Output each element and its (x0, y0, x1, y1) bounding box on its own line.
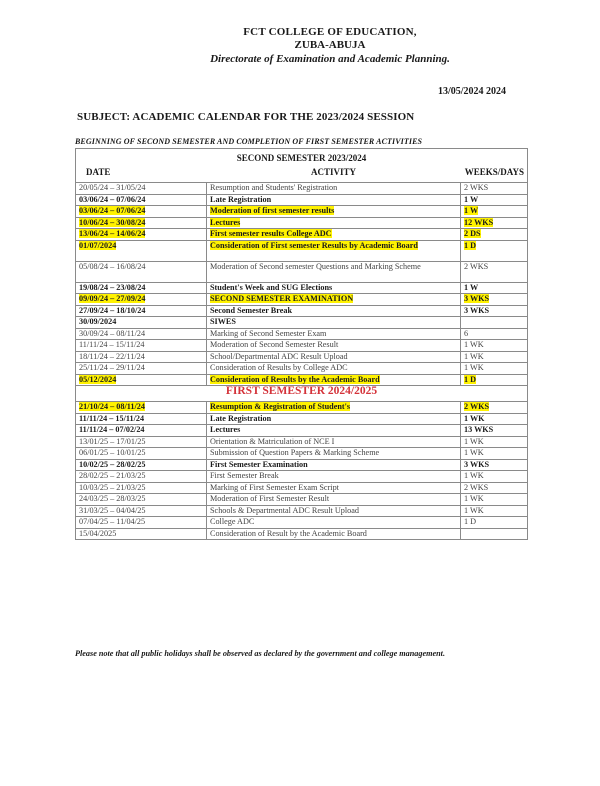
first-semester-title: FIRST SEMESTER 2024/2025 (76, 386, 528, 402)
date-cell-text: 13/06/24 – 14/06/24 (79, 229, 146, 238)
duration-cell-text: 1 WK (464, 363, 484, 372)
date-cell-text: 30/09/24 – 08/11/24 (79, 328, 146, 338)
date-cell (76, 363, 207, 375)
date-cell (76, 229, 207, 241)
activity-cell (207, 505, 461, 517)
duration-cell-text: 1 WK (464, 436, 484, 446)
column-header-date: DATE (76, 164, 207, 183)
duration-cell (461, 505, 528, 517)
activity-cell-text: Second Semester Break (210, 305, 293, 315)
date-cell (76, 482, 207, 494)
date-cell-text: 07/04/25 – 11/04/25 (79, 517, 146, 526)
activity-cell (207, 351, 461, 363)
date-cell (76, 413, 207, 425)
date-cell (76, 528, 207, 540)
document-header (0, 26, 600, 66)
duration-cell-text: 3 WKS (464, 294, 490, 303)
table-row (76, 505, 528, 517)
activity-cell-text: Consideration of Results by the Academic Board (210, 374, 380, 384)
activity-cell-text: Resumption and Students' Registration (210, 183, 338, 192)
activity-cell (207, 471, 461, 483)
date-cell-text: 10/06/24 – 30/08/24 (79, 217, 146, 227)
duration-cell-text: 2 WKS (464, 402, 490, 411)
date-cell (76, 374, 207, 386)
duration-cell-text: 1 WK (464, 471, 484, 480)
duration-cell (461, 448, 528, 460)
table-row (76, 261, 528, 282)
activity-cell-text: Schools & Departmental ADC Result Upload (210, 505, 359, 515)
duration-cell (461, 351, 528, 363)
activity-cell (207, 282, 461, 294)
duration-cell (461, 402, 528, 414)
duration-cell-text: 2 WKS (464, 261, 489, 271)
duration-cell-text: 1 D (464, 240, 477, 250)
table-row (76, 240, 528, 261)
activity-cell-text: Resumption & Registration of Student's (210, 402, 351, 411)
date-cell (76, 317, 207, 329)
activity-cell (207, 217, 461, 229)
activity-cell-text: Marking of First Semester Exam Script (210, 482, 339, 492)
duration-cell (461, 217, 528, 229)
date-cell (76, 351, 207, 363)
table-row (76, 351, 528, 363)
duration-cell-text: 1 W (464, 194, 479, 204)
table-row (76, 482, 528, 494)
table-row (76, 374, 528, 386)
table-row (76, 183, 528, 195)
activity-cell (207, 194, 461, 206)
duration-cell-text: 1 WK (464, 351, 484, 361)
activity-cell-text: Moderation of Second Semester Result (210, 340, 339, 349)
duration-cell (461, 194, 528, 206)
date-cell (76, 448, 207, 460)
duration-cell (461, 413, 528, 425)
table-row (76, 448, 528, 460)
table-row (76, 528, 528, 540)
duration-cell-text: 6 (464, 328, 469, 338)
date-cell (76, 436, 207, 448)
activity-cell (207, 374, 461, 386)
date-cell (76, 282, 207, 294)
duration-cell-text: 1 WK (464, 505, 484, 515)
date-cell-text: 09/09/24 – 27/09/24 (79, 294, 146, 303)
activity-cell-text: Submission of Question Papers & Marking Scheme (210, 448, 380, 457)
date-cell-text: 05/12/2024 (79, 374, 117, 384)
duration-cell (461, 494, 528, 506)
date-cell-text: 31/03/25 – 04/04/25 (79, 505, 146, 515)
activity-cell (207, 459, 461, 471)
activity-cell (207, 328, 461, 340)
date-cell (76, 328, 207, 340)
date-cell-text: 10/02/25 – 28/02/25 (79, 459, 146, 469)
duration-cell (461, 436, 528, 448)
date-cell (76, 261, 207, 282)
duration-cell (461, 340, 528, 352)
table-row (76, 217, 528, 229)
duration-cell (461, 317, 528, 329)
activity-cell-text: Consideration of First semester Results by Academic Board (210, 240, 418, 250)
date-cell (76, 183, 207, 195)
table-row (76, 471, 528, 483)
duration-cell-text: 1 D (464, 374, 477, 384)
date-cell (76, 517, 207, 529)
duration-cell-text: 1 W (464, 282, 479, 292)
duration-cell-text: 3 WKS (464, 459, 490, 469)
duration-cell (461, 206, 528, 218)
activity-cell-text: Student's Week and SUG Elections (210, 282, 333, 292)
duration-cell (461, 517, 528, 529)
column-header-activity: ACTIVITY (207, 164, 461, 183)
duration-cell (461, 229, 528, 241)
academic-calendar-table (75, 148, 528, 540)
table-row (76, 402, 528, 414)
activity-cell (207, 482, 461, 494)
table-row (76, 459, 528, 471)
activity-cell-text: Consideration of Results by College ADC (210, 363, 348, 372)
date-cell-text: 28/02/25 – 21/03/25 (79, 471, 146, 480)
activity-cell-text: First semester results College ADC (210, 229, 332, 238)
date-cell (76, 240, 207, 261)
duration-cell-text: 1 WK (464, 413, 485, 423)
activity-cell (207, 494, 461, 506)
date-cell-text: 11/11/24 – 07/02/24 (79, 425, 145, 434)
table-row (76, 206, 528, 218)
activity-cell-text: College ADC (210, 517, 255, 526)
activity-cell (207, 517, 461, 529)
duration-cell (461, 294, 528, 306)
table-row (76, 494, 528, 506)
date-cell (76, 206, 207, 218)
activity-cell-text: Lectures (210, 217, 241, 227)
column-header-duration: WEEKS/DAYS (461, 164, 528, 183)
second-semester-title-row (76, 149, 528, 165)
activity-cell-text: Late Registration (210, 194, 272, 204)
date-cell-text: 24/03/25 – 28/03/25 (79, 494, 146, 503)
table-row (76, 317, 528, 329)
duration-cell-text: 3 WKS (464, 305, 490, 315)
table-row (76, 425, 528, 437)
activity-cell-text: Lectures (210, 425, 241, 434)
date-cell (76, 402, 207, 414)
duration-cell (461, 374, 528, 386)
duration-cell (461, 471, 528, 483)
subject-line: SUBJECT: ACADEMIC CALENDAR FOR THE 2023/2024 SESSION (77, 111, 415, 123)
activity-cell-text: School/Departmental ADC Result Upload (210, 351, 348, 361)
activity-cell-text: SECOND SEMESTER EXAMINATION (210, 294, 354, 303)
date-cell-text: 03/06/24 – 07/06/24 (79, 206, 146, 215)
activity-cell (207, 448, 461, 460)
table-row (76, 517, 528, 529)
activity-cell-text: Moderation of Second semester Questions and Marking Scheme (210, 261, 421, 271)
activity-cell (207, 261, 461, 282)
table-row (76, 413, 528, 425)
date-cell (76, 340, 207, 352)
date-cell-text: 11/11/24 – 15/11/24 (79, 413, 145, 423)
date-cell-text: 10/03/25 – 21/03/25 (79, 482, 146, 492)
activity-cell-text: Consideration of Result by the Academic Board (210, 528, 367, 538)
date-cell (76, 305, 207, 317)
date-cell-text: 01/07/2024 (79, 240, 117, 250)
duration-cell (461, 183, 528, 195)
activity-cell-text: Moderation of First Semester Result (210, 494, 330, 503)
activity-cell (207, 317, 461, 329)
duration-cell (461, 528, 528, 540)
table-row (76, 340, 528, 352)
date-cell-text: 25/11/24 – 29/11/24 (79, 363, 145, 372)
activity-cell (207, 294, 461, 306)
date-cell-text: 18/11/24 – 22/11/24 (79, 351, 145, 361)
duration-cell-text: 2 WKS (464, 183, 489, 192)
duration-cell-text: 1 WK (464, 448, 484, 457)
date-cell-text: 05/08/24 – 16/08/24 (79, 261, 146, 271)
date-cell-text: 30/09/2024 (79, 317, 117, 326)
activity-cell-text: First Semester Examination (210, 459, 308, 469)
institution-location: ZUBA-ABUJA (294, 39, 366, 51)
table-row (76, 363, 528, 375)
date-cell-text: 13/01/25 – 17/01/25 (79, 436, 146, 446)
duration-cell-text: 1 WK (464, 494, 484, 503)
duration-cell (461, 482, 528, 494)
duration-cell-text: 1 W (464, 206, 479, 215)
duration-cell-text: 1 D (464, 517, 477, 526)
activity-cell (207, 413, 461, 425)
section-subtitle: BEGINNING OF SECOND SEMESTER AND COMPLETION OF FIRST SEMESTER ACTIVITIES (75, 137, 423, 146)
duration-cell-text: 2 WKS (464, 482, 489, 492)
institution-name: FCT COLLEGE OF EDUCATION, (243, 26, 417, 38)
date-cell-text: 15/04/2025 (79, 528, 117, 538)
duration-cell (461, 328, 528, 340)
duration-cell (461, 459, 528, 471)
directorate-name: Directorate of Examination and Academic Planning. (210, 53, 450, 65)
activity-cell (207, 340, 461, 352)
duration-cell (461, 425, 528, 437)
date-cell-text: 06/01/25 – 10/01/25 (79, 448, 146, 457)
date-cell-text: 21/10/24 – 08/11/24 (79, 402, 145, 411)
duration-cell-text: 1 WK (464, 340, 484, 349)
table-row (76, 194, 528, 206)
duration-cell-text: 12 WKS (464, 217, 494, 227)
table-row (76, 282, 528, 294)
activity-cell (207, 425, 461, 437)
activity-cell-text: Late Registration (210, 413, 272, 423)
table-row (76, 229, 528, 241)
table-row (76, 294, 528, 306)
activity-cell-text: Marking of Second Semester Exam (210, 328, 327, 338)
date-cell (76, 425, 207, 437)
duration-cell (461, 305, 528, 317)
activity-cell (207, 363, 461, 375)
table-row (76, 328, 528, 340)
activity-cell-text: First Semester Break (210, 471, 279, 480)
first-semester-title-row (76, 386, 528, 402)
document-date: 13/05/2024 2024 (438, 86, 507, 97)
date-cell (76, 294, 207, 306)
activity-cell (207, 436, 461, 448)
date-cell-text: 11/11/24 – 15/11/24 (79, 340, 145, 349)
date-cell-text: 19/08/24 – 23/08/24 (79, 282, 146, 292)
activity-cell (207, 206, 461, 218)
activity-cell (207, 305, 461, 317)
date-cell (76, 194, 207, 206)
date-cell (76, 459, 207, 471)
date-cell (76, 494, 207, 506)
activity-cell-text: Orientation & Matriculation of NCE I (210, 436, 335, 446)
activity-cell-text: Moderation of first semester results (210, 206, 335, 215)
table-row (76, 305, 528, 317)
activity-cell-text: SIWES (210, 317, 236, 326)
duration-cell (461, 282, 528, 294)
table-row (76, 436, 528, 448)
activity-cell (207, 229, 461, 241)
activity-cell (207, 402, 461, 414)
duration-cell (461, 240, 528, 261)
activity-cell (207, 528, 461, 540)
date-cell-text: 27/09/24 – 18/10/24 (79, 305, 146, 315)
duration-cell-text: 13 WKS (464, 425, 494, 434)
date-cell-text: 03/06/24 – 07/06/24 (79, 194, 146, 204)
activity-cell (207, 240, 461, 261)
second-semester-title: SECOND SEMESTER 2023/2024 (76, 149, 528, 165)
duration-cell-text: 2 DS (464, 229, 481, 238)
column-header-row (76, 164, 528, 183)
duration-cell (461, 363, 528, 375)
date-cell (76, 505, 207, 517)
holiday-note: Please note that all public holidays shall be observed as declared by the government and college management. (75, 649, 446, 658)
date-cell (76, 471, 207, 483)
duration-cell (461, 261, 528, 282)
activity-cell (207, 183, 461, 195)
date-cell (76, 217, 207, 229)
date-cell-text: 20/05/24 – 31/05/24 (79, 183, 146, 192)
